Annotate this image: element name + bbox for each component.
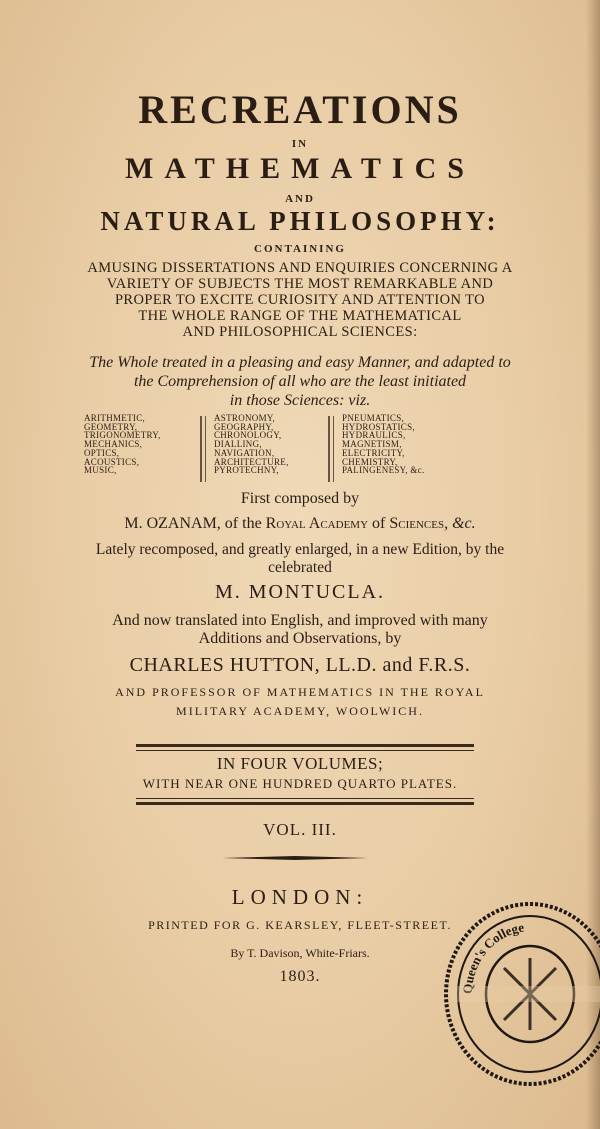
ornament-rule-icon [222,856,368,860]
subject-item: ARITHMETIC, [84,413,146,423]
subjects-column-2 [214,414,289,475]
library-stamp-icon [432,896,600,1086]
montucla-name: M. MONTUCLA. [214,581,386,603]
subject-item: CHRONOLOGY, [214,430,282,441]
column-divider [328,416,334,482]
double-rule [136,798,474,799]
subject-item: ASTRONOMY, [214,413,276,423]
title-line-recreations: RECREATIONS [138,87,462,132]
volume-number: VOL. III. [263,820,337,839]
quarto-plates: WITH NEAR ONE HUNDRED QUARTO PLATES. [142,776,458,791]
italic-description-line: in those Sciences: viz. [229,392,371,409]
imprint-printed-for: PRINTED FOR G. KEARSLEY, FLEET-STREET. [148,918,452,932]
subtitle-line: AMUSING DISSERTATIONS AND ENQUIRIES CONCERNING A [87,260,513,276]
title-line-natural-philosophy: NATURAL PHILOSOPHY: [100,206,500,236]
double-rule [136,802,474,805]
subject-item: HYDROSTATICS, [342,421,415,432]
four-volumes: IN FOUR VOLUMES; [216,754,384,773]
subtitle-line: PROPER TO EXCITE CURIOSITY AND ATTENTION TO [114,292,486,308]
subject-item: MAGNETISM, [342,439,402,450]
translator-name: CHARLES HUTTON, LL.D. and F.R.S. [129,654,471,676]
subject-item: GEOGRAPHY, [214,421,274,432]
double-rule [136,744,474,747]
recomposed-line: Lately recomposed, and greatly enlarged, in a new Edition, by the [95,541,505,558]
subjects-column-3 [342,414,425,475]
column-divider [200,416,206,482]
subject-item: ARCHITECTURE, [214,456,289,467]
subject-item: ACOUSTICS, [84,456,140,467]
title-line-mathematics: MATHEMATICS [125,152,475,185]
imprint-year: 1803. [279,968,321,985]
subtitle-line: AND PHILOSOPHICAL SCIENCES: [182,324,418,340]
stamp-text: Queen's College [459,919,526,995]
double-rule [136,750,474,751]
title-word-and: AND [285,193,315,205]
subject-item: PALINGENESY, &c. [342,465,425,476]
subjects-column-1 [84,414,161,475]
imprint-city: LONDON: [231,885,369,909]
title-word-in: IN [291,138,309,150]
ozanam-credit: M. OZANAM, of the Royal Academy of Sciences, &c. [124,515,476,532]
first-composed-by: First composed by [240,490,360,507]
subtitle-line: THE WHOLE RANGE OF THE MATHEMATICAL [138,308,462,324]
italic-description-line: the Comprehension of all who are the least initiated [133,373,467,390]
recomposed-line: celebrated [268,559,332,576]
subject-item: TRIGONOMETRY, [84,430,161,441]
sciences: Sciences, [389,515,449,532]
subtitle-line: VARIETY OF SUBJECTS THE MOST REMARKABLE AND [106,276,494,292]
ozanam-name: M. OZANAM, [124,515,221,532]
subject-item: MUSIC, [84,465,117,476]
professor-line: AND PROFESSOR OF MATHEMATICS IN THE ROYAL [115,685,485,699]
professor-line: MILITARY ACADEMY, WOOLWICH. [176,704,424,718]
subject-item: HYDRAULICS, [342,430,406,441]
translated-line: Additions and Observations, by [198,630,402,647]
subject-item: MECHANICS, [84,439,143,450]
italic-description-line: The Whole treated in a pleasing and easy Manner, and adapted to [89,354,511,371]
translated-line: And now translated into English, and improved with many [112,612,488,629]
subject-item: NAVIGATION, [214,447,275,458]
subject-item: GEOMETRY, [84,421,138,432]
subject-item: OPTICS, [84,447,120,458]
royal-academy: Royal Academy [265,515,369,532]
containing-label: CONTAINING [254,243,346,255]
subject-item: DIALLING, [214,439,262,450]
subject-item: PYROTECHNY, [214,465,279,476]
imprint-printer: By T. Davison, White-Friars. [230,946,370,960]
subject-item: PNEUMATICS, [342,413,405,423]
subject-item: CHEMISTRY, [342,456,398,467]
subject-item: ELECTRICITY, [342,447,405,458]
